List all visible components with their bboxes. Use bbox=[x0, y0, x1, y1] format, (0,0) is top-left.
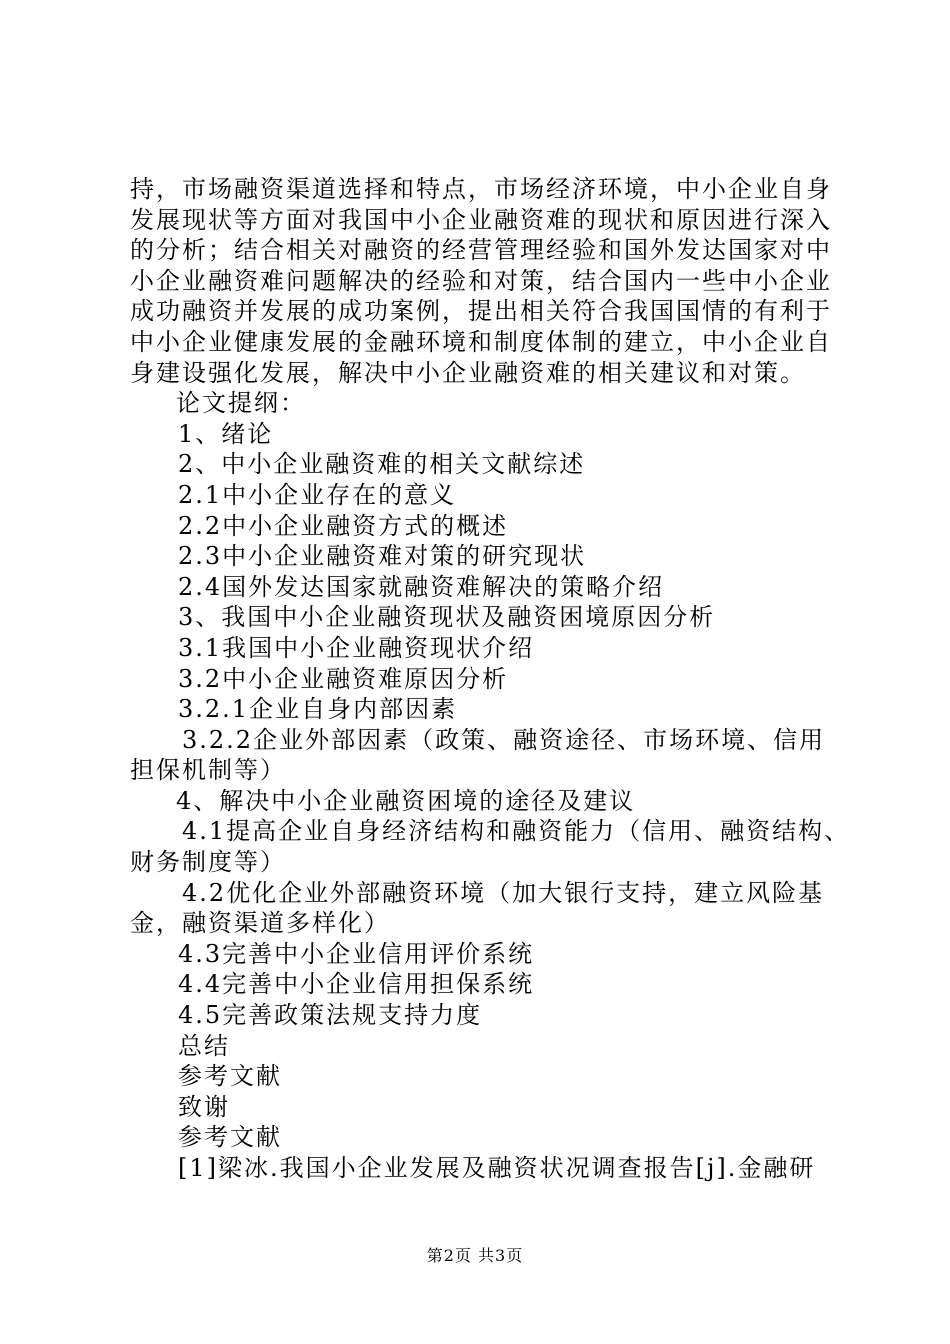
outline-item: 总结 bbox=[178, 1031, 230, 1060]
outline-item: 4、解决中小企业融资困境的途径及建议 bbox=[176, 786, 636, 815]
outline-item: 4.3完善中小企业信用评价系统 bbox=[178, 939, 535, 968]
outline-item: 3.2.2企业外部因素（政策、融资途径、市场环境、信用 bbox=[182, 725, 826, 754]
paragraph-line: 持，市场融资渠道选择和特点，市场经济环境，中小企业自身 bbox=[130, 175, 832, 203]
outline-item: 1、绪论 bbox=[178, 419, 274, 448]
paragraph-line: 成功融资并发展的成功案例，提出相关符合我国国情的有利于 bbox=[130, 297, 832, 326]
document-body bbox=[130, 174, 851, 1184]
paragraph-line: 中小企业健康发展的金融环境和制度体制的建立，中小企业自 bbox=[130, 327, 832, 356]
outline-item: 2.2中小企业融资方式的概述 bbox=[178, 511, 509, 540]
outline-item: 2.1中小企业存在的意义 bbox=[178, 480, 457, 509]
outline-item: 参考文献 bbox=[178, 1123, 282, 1152]
paragraph-line: 发展现状等方面对我国中小企业融资难的现状和原因进行深入 bbox=[130, 205, 832, 234]
outline-item: 4.2优化企业外部融资环境（加大银行支持，建立风险基 bbox=[182, 878, 825, 907]
paragraph-line: 小企业融资难问题解决的经验和对策，结合国内一些中小企业 bbox=[130, 266, 832, 295]
paragraph-line: 的分析；结合相关对融资的经营管理经验和国外发达国家对中 bbox=[130, 236, 832, 265]
outline-item: 3.2.1企业自身内部因素 bbox=[178, 695, 458, 724]
abstract-paragraph bbox=[130, 174, 830, 388]
outline-item: 4.4完善中小企业信用担保系统 bbox=[178, 970, 535, 999]
outline-item-continuation: 担保机制等） bbox=[130, 756, 286, 785]
reference-entry: [1]梁冰.我国小企业发展及融资状况调查报告[j].金融研 bbox=[178, 1154, 816, 1182]
outline-item: 4.5完善政策法规支持力度 bbox=[178, 1001, 483, 1030]
page-footer: 第2页 共3页 bbox=[426, 1246, 524, 1265]
paragraph-line: 身建设强化发展，解决中小企业融资难的相关建议和对策。 bbox=[130, 358, 806, 387]
outline-item-continuation: 金，融资渠道多样化） bbox=[130, 909, 390, 938]
outline-item: 2.4国外发达国家就融资难解决的策略介绍 bbox=[178, 572, 665, 601]
outline-item: 4.1提高企业自身经济结构和融资能力（信用、融资结构、 bbox=[182, 817, 851, 846]
outline-item: 3、我国中小企业融资现状及融资困境原因分析 bbox=[178, 603, 716, 632]
outline-item-continuation: 财务制度等） bbox=[130, 848, 286, 877]
outline-item: 2.3中小企业融资难对策的研究现状 bbox=[178, 542, 587, 571]
outline-heading: 论文提纲： bbox=[176, 389, 306, 418]
outline-list bbox=[130, 419, 851, 1153]
outline-item: 3.2中小企业融资难原因分析 bbox=[178, 664, 509, 693]
outline-item: 3.1我国中小企业融资现状介绍 bbox=[178, 633, 535, 662]
outline-item: 参考文献 bbox=[178, 1062, 282, 1091]
outline-item: 2、中小企业融资难的相关文献综述 bbox=[178, 450, 586, 479]
outline-item: 致谢 bbox=[178, 1092, 230, 1121]
